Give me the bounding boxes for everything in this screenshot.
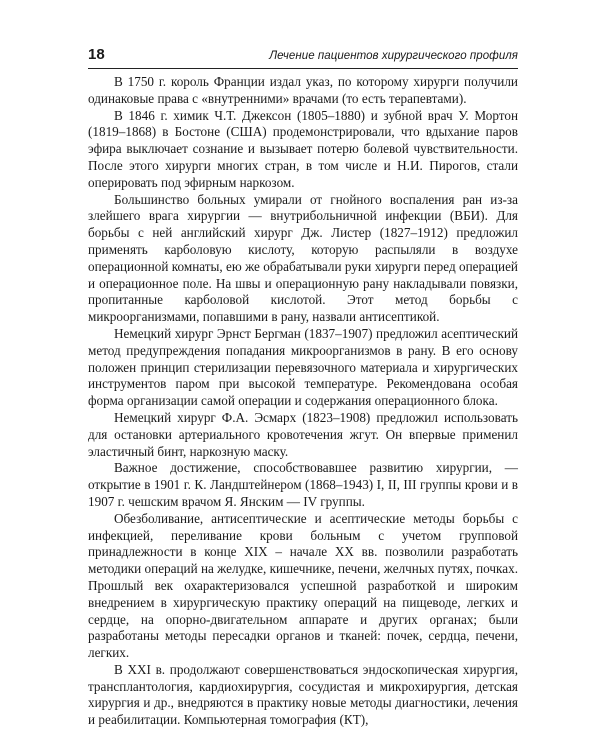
paragraph-21st-century: В XXI в. продолжают совершенствоваться эндоскопическая хирургия, трансплантология, кардиохирургия, сосудистая и микрохирургия, детская хирургия и др., внедряются в практику новые методы диагностики, лечения и реабилитации. Компьютерная томография (КТ), [88,661,518,728]
paragraph-1750-decree: В 1750 г. король Франции издал указ, по которому хирурги получили одинаковые права с «внутренними» врачами (то есть терапевтами). [88,74,518,106]
paragraph-antisepsis: Большинство больных умирали от гнойного воспаления ран из-за злейшего врага хирургии — внутрибольничной инфекции (ВБИ). Для борьбы с ней английский хирург Дж. Листер (1827–1912) предложил применять карболовую кислоту, которую распыляли в воздухе операционной комнаты, ею же обрабатывали руки хирурги перед операцией и операционное поле. На швы и операционную рану накладывали повязки, пропитанные карболовой кислотой. Этот метод борьбы с микроорганизмами, попавшими в рану, назвали антисептикой. [88,191,518,325]
paragraph-surgical-advances: Обезболивание, антисептические и асептические методы борьбы с инфекцией, переливание крови больным с учетом групповой принадлежности в конце XIX – начале XX вв. позволили разработать методики операций на желудке, кишечнике, печени, желчных путях, почках. Прошлый век охарактеризовался успешной разработкой и широким внедрением в хирургическую практику операций на пищеводе, легких и сердце, на опорно-двигательном аппарате и других органах; были разработаны методы пересадки органов и тканей: почек, сердца, печени, легких. [88,510,518,661]
running-title: Лечение пациентов хирургического профиля [269,50,518,62]
paragraph-esmarch: Немецкий хирург Ф.А. Эсмарх (1823–1908) предложил использовать для остановки артериального кровотечения жгут. Он впервые применил эластичный бинт, наркозную маску. [88,409,518,459]
body-text [88,74,518,729]
paragraph-blood-groups: Важное достижение, способствовавшее развитию хирургии, — открытие в 1901 г. К. Ландштейнером (1868–1943) I, II, III группы крови и в 1907 г. чешским врачом Я. Янским — IV группы. [88,460,519,509]
page-header [88,44,518,69]
paragraph-ether-anesthesia: В 1846 г. химик Ч.Т. Джексон (1805–1880) и зубной врач У. Мортон (1819–1868) в Бостоне (США) продемонстрировали, что вдыхание паров эфира выключает сознание и вызывает потерю болевой чувствительности. После этого хирурги многих стран, в том числе и Н.И. Пирогов, стали оперировать под эфирным наркозом. [88,107,518,190]
paragraph-asepsis: Немецкий хирург Эрнст Бергман (1837–1907) предложил асептический метод предупреждения попадания микроорганизмов в рану. В его основу положен принцип стерилизации перевязочного материала и хирургических инструментов паром при высокой температуре. Рекомендована особая форма организации самой операции и содержания операционного блока. [88,325,518,409]
page-number: 18 [88,46,105,63]
